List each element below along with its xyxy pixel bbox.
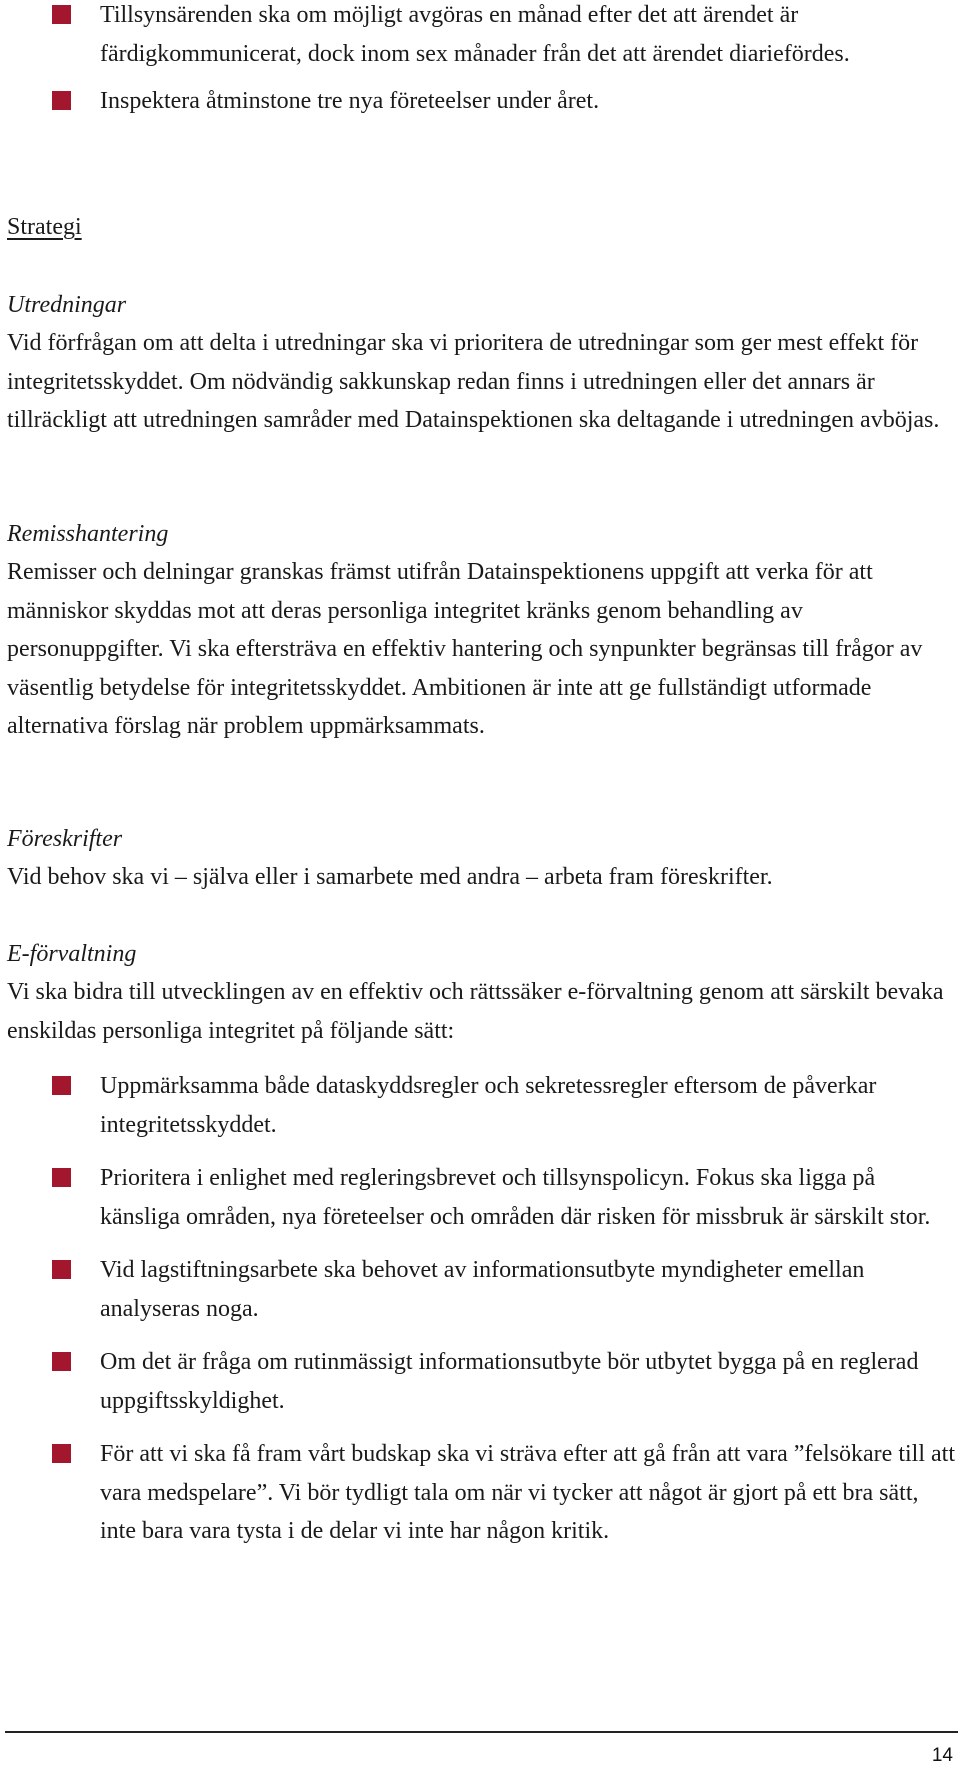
square-bullet-icon (52, 1444, 71, 1463)
list-item (7, 1251, 955, 1328)
section-heading: Föreskrifter (7, 826, 123, 852)
e-forvaltning-bullet-list (7, 1067, 955, 1551)
square-bullet-icon (52, 1352, 71, 1371)
list-item (7, 1343, 955, 1420)
list-item (7, 1067, 955, 1144)
bullet-text: För att vi ska få fram vårt budskap ska vi sträva efter att gå från att vara ”felsökare till att vara medspelare”. Vi bör tydligt tala om när vi tycker att något är gjort på ett bra sätt, inte bara vara tysta i de delar vi inte har någon kritik. (100, 1441, 955, 1544)
strategy-heading: Strategi (7, 214, 82, 240)
list-item (7, 1435, 955, 1551)
bullet-text: Vid lagstiftningsarbete ska behovet av informationsutbyte myndigheter emellan analyseras noga. (100, 1257, 865, 1322)
top-bullet-list (7, 0, 955, 121)
list-item (7, 1159, 955, 1236)
section-text: Vid behov ska vi – själva eller i samarbete med andra – arbeta fram föreskrifter. (7, 864, 773, 890)
section-text: Vid förfrågan om att delta i utredningar ska vi prioritera de utredningar som ger mest effekt för integritetsskyddet. Om nödvändig sakkunskap redan finns i utredningen eller det annars är tillräckligt att utredningen samråder med Datainspektionen ska deltagande i utredningen avböjas. (7, 330, 940, 433)
section-heading: E-förvaltning (7, 941, 137, 967)
section-utredningar (7, 286, 955, 440)
bullet-text: Tillsynsärenden ska om möjligt avgöras en månad efter det att ärendet är färdigkommunicerat, dock inom sex månader från det att ärendet diariefördes. (100, 2, 850, 67)
bullet-text: Prioritera i enlighet med regleringsbrevet och tillsynspolicyn. Fokus ska ligga på känsliga områden, nya företeelser och områden där risken för missbruk är särskilt stor. (100, 1165, 931, 1230)
square-bullet-icon (52, 91, 71, 110)
section-e-forvaltning (7, 935, 955, 1050)
bullet-text: Uppmärksamma både dataskyddsregler och sekretessregler eftersom de påverkar integritetsskyddet. (100, 1073, 877, 1138)
section-text: Vi ska bidra till utvecklingen av en effektiv och rättssäker e-förvaltning genom att särskilt bevaka enskildas personliga integritet på följande sätt: (7, 979, 944, 1044)
square-bullet-icon (52, 1168, 71, 1187)
square-bullet-icon (52, 1076, 71, 1095)
square-bullet-icon (52, 1260, 71, 1279)
page-number: 14 (931, 1745, 953, 1766)
bullet-text: Om det är fråga om rutinmässigt informationsutbyte bör utbytet bygga på en reglerad uppgiftsskyldighet. (100, 1349, 919, 1414)
footer-divider (5, 1731, 958, 1733)
list-item (7, 82, 955, 121)
square-bullet-icon (52, 5, 71, 24)
section-foreskrifter (7, 820, 955, 897)
section-heading: Remisshantering (7, 521, 169, 547)
bullet-text: Inspektera åtminstone tre nya företeelser under året. (100, 88, 600, 114)
section-heading: Utredningar (7, 292, 127, 318)
section-text: Remisser och delningar granskas främst utifrån Datainspektionens uppgift att verka för att människor skyddas mot att deras personliga integritet kränks genom behandling av personuppgifter. Vi ska eftersträva en effektiv hantering och synpunkter begränsas till frågor av väsentlig betydelse för integritetsskyddet. Ambitionen är inte att ge fullständigt utformade alternativa förslag när problem uppmärksammats. (7, 559, 923, 739)
list-item (7, 0, 955, 73)
section-remisshantering (7, 515, 955, 746)
